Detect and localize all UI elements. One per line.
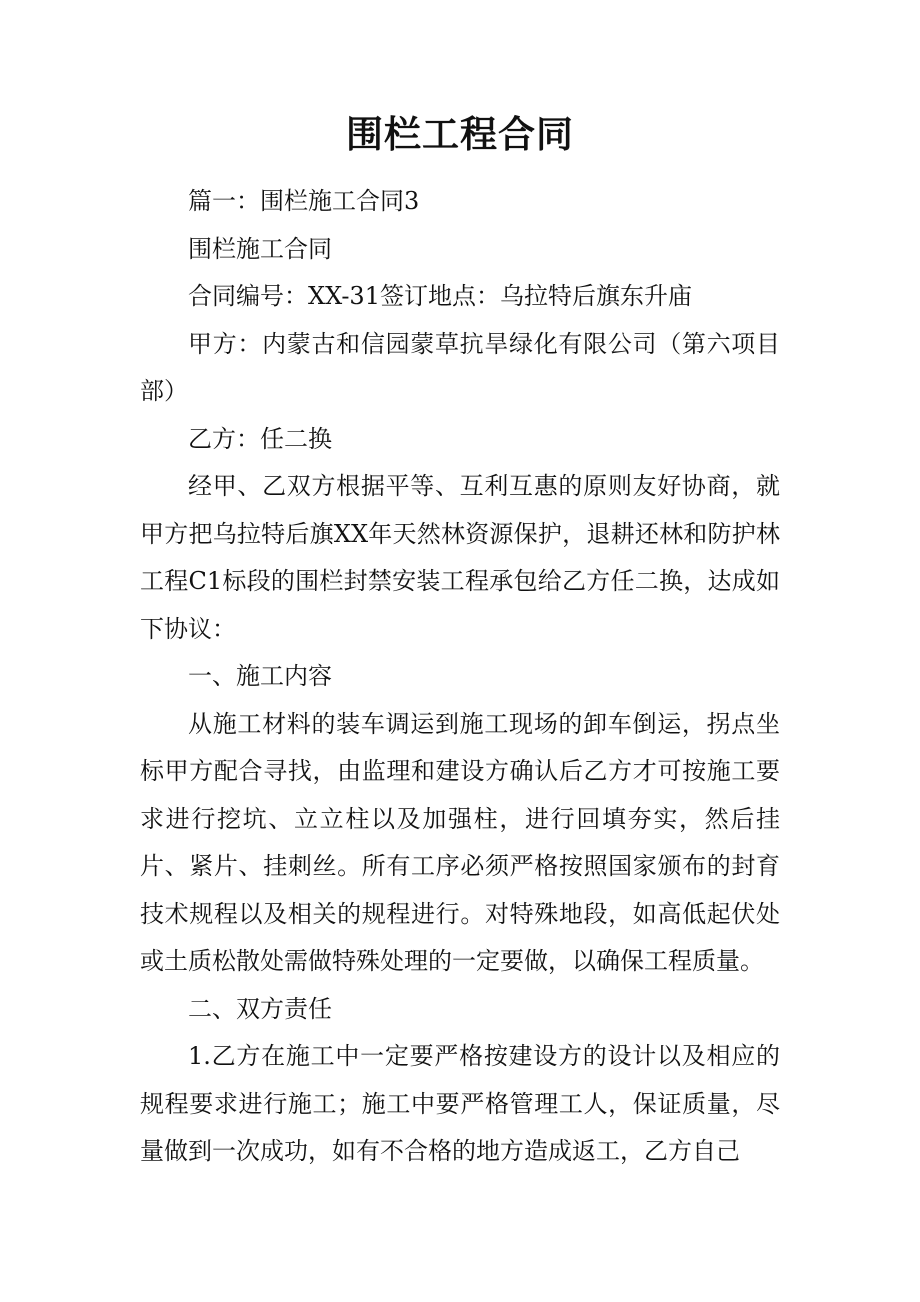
- document-title: 围栏工程合同: [346, 112, 574, 156]
- paragraph-agreement-intro: 经甲、乙双方根据平等、互利互惠的原则友好协商，就甲方把乌拉特后旗XX年天然林资源保护，退耕还林和防护林工程C1标段的围栏封禁安装工程承包给乙方任二换，达成如下协议：: [140, 472, 780, 643]
- paragraph-party-b: 乙方：任二换: [188, 424, 332, 453]
- paragraph-contract-number: 合同编号：XX-31签订地点：乌拉特后旗东升庙: [188, 282, 692, 310]
- section-heading-responsibilities: 二、双方责任: [188, 994, 332, 1023]
- paragraph-chapter-heading: 篇一：围栏施工合同3: [188, 187, 420, 215]
- paragraph-responsibility-1: 1.乙方在施工中一定要严格按建设方的设计以及相应的规程要求进行施工；施工中要严格管理工人，保证质量，尽量做到一次成功，如有不合格的地方造成返工，乙方自己: [140, 1042, 780, 1165]
- paragraph-construction-content: 从施工材料的装车调运到施工现场的卸车倒运，拐点坐标甲方配合寻找，由监理和建设方确认后乙方才可按施工要求进行挖坑、立立柱以及加强柱，进行回填夯实，然后挂片、紧片、挂刺丝。所有工序必须严格按照国家颁布的封育技术规程以及相关的规程进行。对特殊地段，如高低起伏处或土质松散处需做特殊处理的一定要做，以确保工程质量。: [140, 709, 780, 975]
- section-heading-construction-content: 一、施工内容: [188, 662, 332, 690]
- paragraph-contract-name: 围栏施工合同: [188, 234, 332, 263]
- document-body: [140, 178, 780, 1176]
- paragraph-party-a: 甲方：内蒙古和信园蒙草抗旱绿化有限公司（第六项目部）: [140, 329, 780, 405]
